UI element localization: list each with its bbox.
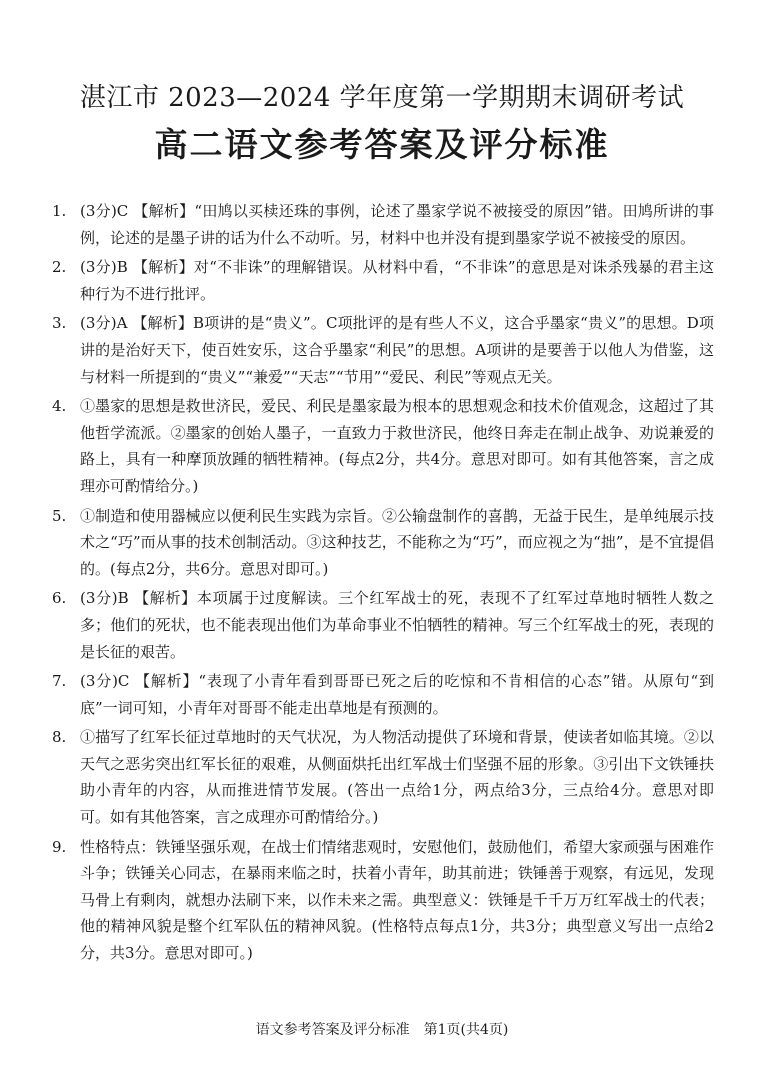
answer-list: [52, 198, 714, 970]
answer-number: 9.: [52, 837, 67, 856]
answer-item-1: [52, 198, 714, 251]
answer-number: 4.: [52, 397, 67, 416]
answer-number: 6.: [52, 589, 67, 608]
answer-number: 2.: [52, 258, 67, 277]
answer-item-3: [52, 310, 714, 390]
answer-number: 8.: [52, 728, 67, 747]
document-header: [0, 80, 764, 166]
answer-item-7: [52, 668, 714, 721]
exam-title: 湛江市 2023—2024 学年度第一学期期末调研考试: [79, 83, 685, 113]
answer-text: (3分)B 【解析】对“不非诛”的理解错误。从材料中看，“不非诛”的意思是对诛杀残暴的君主这种行为不进行批评。: [80, 258, 714, 303]
document-title: 高二语文参考答案及评分标准: [154, 125, 610, 164]
answer-number: 1.: [52, 202, 67, 220]
answer-item-9: [52, 834, 714, 967]
answer-text: ①墨家的思想是救世济民，爱民、利民是墨家最为根本的思想观念和技术价值观念，这超过了其他哲学流派。②墨家的创始人墨子，一直致力于救世济民，他终日奔走在制止战争、劝说兼爱的路上，具有一种摩顶放踵的牺牲精神。(每点2分，共4分。意思对即可。如有其他答案，言之成理亦可酌情给分。): [80, 397, 714, 495]
answer-text: (3分)C 【解析】“表现了小青年看到哥哥已死之后的吃惊和不肯相信的心态”错。从原句“到底”一词可知，小青年对哥哥不能走出草地是有预测的。: [80, 672, 714, 717]
answer-item-4: [52, 393, 714, 499]
answer-text: (3分)B 【解析】本项属于过度解读。三个红军战士的死，表现不了红军过草地时牺牲人数之多；他们的死状，也不能表现出他们为革命事业不怕牺牲的精神。写三个红军战士的死，表现的是长征的艰苦。: [80, 589, 714, 661]
answer-number: 3.: [52, 314, 67, 333]
answer-text: (3分)A 【解析】B项讲的是“贵义”。C项批评的是有些人不义，这合乎墨家“贵义”的思想。D项讲的是治好天下，使百姓安乐，这合乎墨家“利民”的思想。A项讲的是要善于以他人为借鉴，这与材料一所提到的“贵义”“兼爱”“天志”“节用”“爱民、利民”等观点无关。: [80, 314, 714, 386]
answer-number: 5.: [52, 506, 67, 525]
answer-item-5: [52, 503, 714, 583]
answer-item-8: [52, 724, 714, 830]
answer-text: (3分)C 【解析】“田鸠以买椟还珠的事例，论述了墨家学说不被接受的原因”错。田鸠所讲的事例，论述的是墨子讲的话为什么不动听。另，材料中也并没有提到墨家学说不被接受的原因。: [80, 202, 714, 247]
answer-number: 7.: [52, 672, 67, 691]
answer-text: ①制造和使用器械应以便利民生实践为宗旨。②公输盘制作的喜鹊，无益于民生，是单纯展示技术之“巧”而从事的技术创制活动。③这种技艺，不能称之为“巧”，而应视之为“拙”，是不宜提倡的。(每点2分，共6分。意思对即可。): [80, 506, 714, 578]
answer-item-2: [52, 254, 714, 307]
page-footer: 语文参考答案及评分标准 第1页(共4页): [255, 1022, 509, 1038]
answer-text: ①描写了红军长征过草地时的天气状况，为人物活动提供了环境和背景，使读者如临其境。②以天气之恶劣突出红军长征的艰难，从侧面烘托出红军战士们坚强不屈的形象。③引出下文铁锤扶助小青年的内容，从而推进情节发展。(答出一点给1分，两点给3分，三点给4分。意思对即可。如有其他答案，言之成理亦可酌情给分。): [80, 728, 714, 827]
answer-text: 性格特点：铁锤坚强乐观，在战士们情绪悲观时，安慰他们，鼓励他们，希望大家顽强与困难作斗争；铁锤关心同志，在暴雨来临之时，扶着小青年，助其前进；铁锤善于观察，有远见，发现马骨上有剩肉，就想办法刷下来，以作未来之需。典型意义：铁锤是千千万万红军战士的代表；他的精神风貌是整个红军队伍的精神风貌。(性格特点每点1分，共3分；典型意义写出一点给2分，共3分。意思对即可。): [80, 837, 714, 963]
answer-item-6: [52, 585, 714, 665]
